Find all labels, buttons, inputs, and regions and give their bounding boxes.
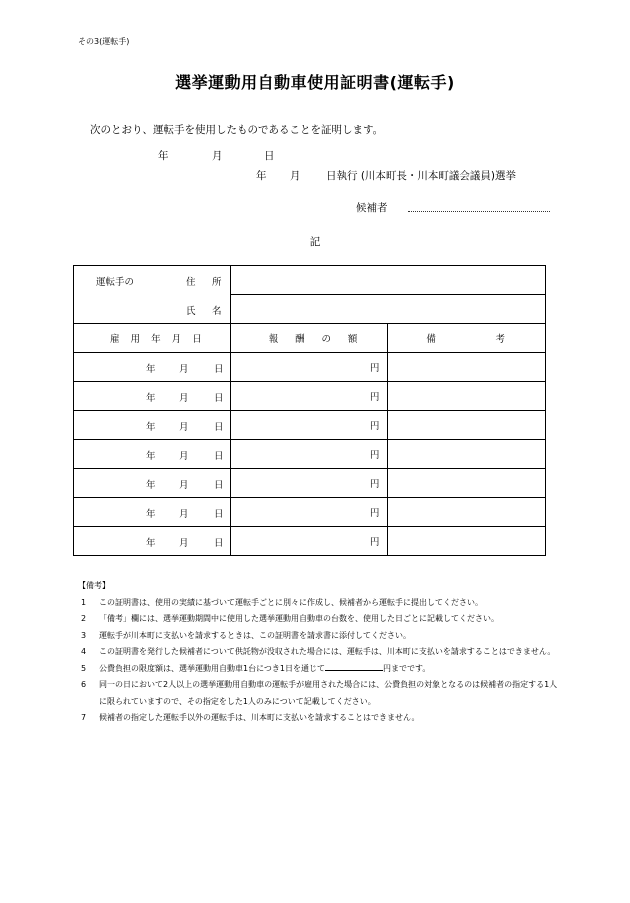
remarks-cell[interactable] [388, 527, 546, 556]
row-day-label: 日 [214, 422, 224, 433]
note-text: この証明書は、使用の実績に基づいて運転手ごとに別々に作成し、候補者から運転手に提出してください。 [99, 597, 483, 607]
note-number: 1 [81, 597, 87, 607]
note-item [78, 611, 558, 628]
date-day-label: 日 [264, 150, 275, 162]
note-text: 候補者の指定した運転手以外の運転手は、川本町に支払いを請求することはできません。 [99, 713, 420, 722]
note-text [99, 661, 558, 678]
note-number: 3 [81, 630, 87, 640]
yen-label: 円 [369, 392, 380, 403]
reward-amount-cell[interactable] [230, 527, 388, 556]
yen-label: 円 [369, 363, 380, 374]
reward-header-char: 額 [347, 334, 358, 345]
row-month-label: 月 [179, 422, 189, 433]
reward-amount-cell[interactable] [230, 353, 388, 382]
note-text: 同一の日において2人以上の選挙運動用自動車の運転手が雇用された場合には、公費負担の対象となるのは候補者の指定する1人に限られていますので、その指定をした1人のみについて記載してください。 [99, 680, 558, 706]
remarks-cell[interactable] [388, 353, 546, 382]
row-month-label: 月 [179, 393, 189, 404]
limit-amount-blank[interactable] [325, 662, 383, 671]
driver-address-field[interactable] [230, 266, 545, 295]
reward-amount-cell[interactable] [230, 411, 388, 440]
remarks-cell[interactable] [388, 382, 546, 411]
hire-date-cell[interactable] [74, 411, 231, 440]
hire-date-cell[interactable] [74, 353, 231, 382]
reward-amount-cell[interactable] [230, 469, 388, 498]
hire-date-cell[interactable] [74, 498, 231, 527]
table-row [74, 498, 546, 527]
address-label-char-2: 所 [212, 277, 222, 289]
row-day-label: 日 [214, 393, 224, 404]
election-month-label: 月 [290, 170, 301, 182]
note-item [78, 677, 558, 710]
hire-date-cell[interactable] [74, 469, 231, 498]
note-number: 5 [81, 663, 87, 673]
note-number: 7 [81, 713, 87, 722]
hire-date-cell[interactable] [74, 382, 231, 411]
notes-section [78, 578, 558, 727]
row-month-label: 月 [179, 509, 189, 520]
row-day-label: 日 [214, 538, 224, 549]
row-month-label: 月 [179, 538, 189, 549]
table-row [74, 469, 546, 498]
row-month-label: 月 [179, 480, 189, 491]
date-month-label: 月 [212, 150, 223, 162]
hire-date-header-char: 用 [130, 334, 141, 345]
row-day-label: 日 [214, 364, 224, 375]
name-label-char-2: 名 [212, 305, 222, 317]
row-day-label: 日 [214, 451, 224, 462]
remarks-cell[interactable] [388, 469, 546, 498]
hire-date-header [74, 324, 231, 353]
hire-date-header-char: 年 [151, 334, 161, 345]
table-row [74, 353, 546, 382]
note-number: 4 [81, 647, 87, 656]
notes-heading: 【備考】 [78, 581, 110, 590]
driver-name-field[interactable] [230, 295, 545, 324]
reward-header-char: 報 [268, 334, 279, 345]
note-number: 6 [81, 680, 87, 689]
table-row [74, 411, 546, 440]
table-row [74, 382, 546, 411]
note-text: この証明書を発行した候補者について供託物が没収された場合には、運転手は、川本町に支払いを請求することはできません。 [99, 647, 556, 656]
note-item [78, 644, 558, 661]
name-row [74, 295, 546, 324]
address-label-char-1: 住 [186, 277, 196, 289]
address-row [74, 266, 546, 295]
hire-date-cell[interactable] [74, 440, 231, 469]
ki-heading: 記 [309, 236, 321, 248]
table-header-row [74, 324, 546, 353]
date-year-label: 年 [158, 150, 169, 162]
reward-header-char: 酬 [295, 334, 305, 345]
remarks-header [388, 324, 546, 353]
note-item [78, 661, 558, 678]
driver-name-label-cell [74, 295, 231, 324]
note-text: 「備考」欄には、選挙運動期間中に使用した選挙運動用自動車の台数を、使用した日ごとに記載してください。 [99, 614, 499, 623]
reward-header-char: の [321, 334, 331, 345]
row-year-label: 年 [146, 480, 156, 491]
driver-label: 運転手の [96, 277, 135, 289]
yen-label: 円 [369, 450, 380, 461]
note-item [78, 628, 558, 645]
row-year-label: 年 [146, 422, 156, 433]
remarks-cell[interactable] [388, 411, 546, 440]
remarks-cell[interactable] [388, 440, 546, 469]
row-year-label: 年 [146, 509, 156, 520]
hire-date-header-char: 月 [171, 334, 182, 345]
table-row [74, 440, 546, 469]
note-text: 運転手が川本町に支払いを請求するときは、この証明書を請求書に添付してください。 [99, 630, 411, 640]
reward-amount-cell[interactable] [230, 498, 388, 527]
reward-header [230, 324, 388, 353]
form-number: その3(運転手) [78, 37, 130, 46]
row-day-label: 日 [214, 509, 224, 520]
yen-label: 円 [369, 479, 380, 490]
note-text-part: 公費負担の限度額は、選挙運動用自動車1台につき1日を通じて [99, 663, 326, 673]
page-title: 選挙運動用自動車使用証明書(運転手) [175, 73, 455, 92]
yen-label: 円 [369, 537, 380, 548]
table-row [74, 527, 546, 556]
reward-amount-cell[interactable] [230, 440, 388, 469]
remarks-header-char: 備 [426, 334, 436, 345]
row-year-label: 年 [146, 364, 156, 375]
remarks-header-char: 考 [495, 334, 505, 345]
note-number: 2 [81, 614, 87, 623]
row-day-label: 日 [214, 480, 224, 491]
hire-date-header-char: 日 [192, 334, 202, 345]
row-month-label: 月 [179, 451, 189, 462]
driver-usage-table [73, 265, 546, 556]
row-year-label: 年 [146, 538, 156, 549]
election-description: 日執行 (川本町長・川本町議会議員)選挙 [326, 170, 517, 182]
row-month-label: 月 [179, 364, 189, 375]
hire-date-cell[interactable] [74, 527, 231, 556]
name-label-char-1: 氏 [186, 305, 196, 317]
row-year-label: 年 [146, 393, 156, 404]
remarks-cell[interactable] [388, 498, 546, 527]
row-year-label: 年 [146, 451, 156, 462]
hire-date-header-char: 雇 [110, 334, 120, 345]
note-item [78, 595, 558, 612]
note-item [78, 710, 558, 727]
certification-text: 次のとおり、運転手を使用したものであることを証明します。 [90, 124, 384, 136]
candidate-label: 候補者 [356, 202, 388, 214]
reward-amount-cell[interactable] [230, 382, 388, 411]
yen-label: 円 [369, 508, 380, 519]
note-text-part: 円までです。 [383, 663, 431, 673]
candidate-signature-line[interactable] [408, 211, 550, 212]
driver-address-label-cell [74, 266, 231, 295]
yen-label: 円 [369, 421, 380, 432]
election-year-label: 年 [256, 170, 267, 182]
